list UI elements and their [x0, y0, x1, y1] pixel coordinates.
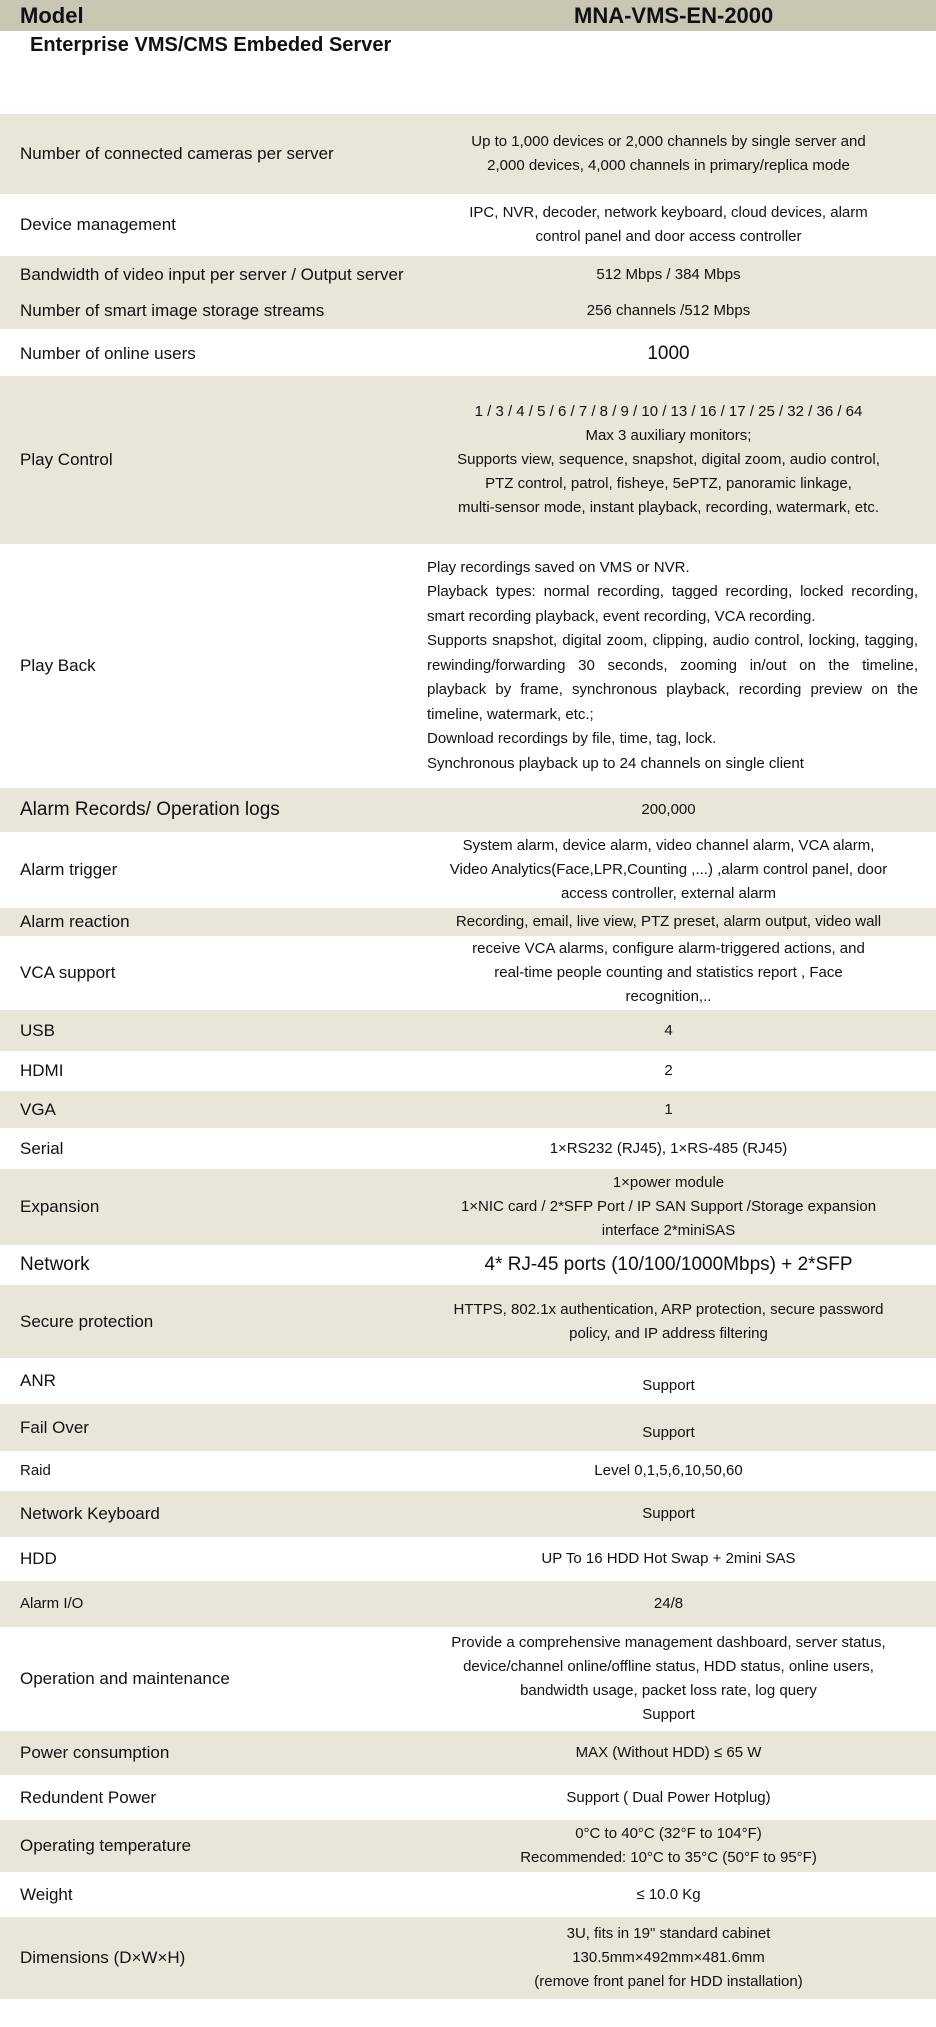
spec-value: Support [642, 1424, 695, 1441]
spec-row-vga [0, 1091, 936, 1128]
spec-label: Serial [20, 1138, 64, 1158]
spec-label: Number of connected cameras per server [20, 144, 334, 163]
spec-label: Alarm I/O [20, 1595, 84, 1612]
spec-value: Provide a comprehensive management dashboard, server status, device/channel online/offline status, HDD status, online users, bandwidth usage, packet loss rate, log query Support [451, 1634, 886, 1723]
spec-label: ANR [20, 1371, 56, 1390]
spec-value: IPC, NVR, decoder, network keyboard, cloud devices, alarm control panel and door access controller [469, 204, 868, 245]
spec-row-network [0, 1245, 936, 1285]
spec-value: Play recordings saved on VMS or NVR. Playback types: normal recording, tagged recording, locked recording, smart recording playback, event recording, VCA recording. Supports snapshot, digital zoom, clipping, audio control, locking, tagging, rewinding/forwarding 30 seconds, zooming in/out on the timeline, playback by frame, synchronous playback, recording preview on the timeline, watermark, etc.; Download recordings by file, time, tag, lock. Synchronous playback up to 24 channels on single client [427, 558, 918, 772]
spec-label: Network [20, 1254, 90, 1275]
spec-label: Weight [20, 1884, 73, 1904]
spec-row-usb [0, 1010, 936, 1051]
spec-value: ≤ 10.0 Kg [636, 1885, 701, 1903]
spec-row-expansion [0, 1169, 936, 1245]
spec-row-fail-over [0, 1404, 936, 1451]
spec-value: receive VCA alarms, configure alarm-triggered actions, and real-time people counting and statistics report , Face recognition,.. [472, 940, 865, 1005]
spec-row-online-users [0, 331, 936, 376]
product-subtitle: Enterprise VMS/CMS Embeded Server [30, 34, 392, 56]
spec-value: UP To 16 HDD Hot Swap + 2mini SAS [541, 1550, 796, 1567]
spec-value: 3U, fits in 19" standard cabinet 130.5mm×492mm×481.6mm (remove front panel for HDD installation) [534, 1925, 803, 1990]
spec-label: Play Back [20, 656, 96, 675]
spec-label: Alarm reaction [20, 912, 130, 931]
spec-label: VGA [20, 1099, 56, 1119]
spec-label: VCA support [20, 963, 116, 982]
spec-label: HDMI [20, 1061, 64, 1080]
spec-value: 4 [664, 1021, 673, 1039]
spec-value: 4* RJ-45 ports (10/100/1000Mbps) + 2*SFP [484, 1254, 853, 1275]
spec-value: 2 [664, 1062, 673, 1079]
spec-label: Redundent Power [20, 1787, 157, 1807]
spec-label: Network Keyboard [20, 1504, 160, 1523]
spec-value: 1×power module 1×NIC card / 2*SFP Port / IP SAN Support /Storage expansion interface 2*miniSAS [460, 1174, 877, 1239]
spec-row-alarm-io [0, 1581, 936, 1627]
spec-value: 200,000 [641, 801, 696, 818]
spec-value: Support [642, 1505, 695, 1522]
spec-row-anr [0, 1358, 936, 1404]
spec-row-power-consumption [0, 1731, 936, 1775]
spec-label: Fail Over [20, 1417, 89, 1437]
spec-row-secure-protection [0, 1285, 936, 1358]
spec-row-network-keyboard [0, 1491, 936, 1537]
spec-label: Number of online users [20, 343, 196, 363]
spec-row-weight [0, 1872, 936, 1917]
spec-row-serial [0, 1128, 936, 1169]
spec-row-cameras [0, 114, 936, 194]
spec-table [0, 114, 936, 1999]
spec-row-dimensions [0, 1917, 936, 1999]
spec-value: 1000 [647, 342, 690, 364]
spec-value: Recording, email, live view, PTZ preset, alarm output, video wall [455, 913, 882, 930]
spec-row-device-management [0, 194, 936, 256]
spec-label: Secure protection [20, 1311, 154, 1331]
spec-label: Number of smart image storage streams [20, 301, 325, 320]
spec-row-alarm-reaction [0, 908, 936, 936]
spec-label: Play Control [20, 450, 113, 469]
spec-row-smart-storage [0, 293, 936, 329]
spec-value: Support ( Dual Power Hotplug) [566, 1788, 771, 1806]
spec-value: 256 channels /512 Mbps [586, 302, 751, 319]
spec-row-play-control [0, 376, 936, 544]
spec-label: Operating temperature [20, 1836, 192, 1855]
spec-row-bandwidth [0, 256, 936, 293]
spec-label: Dimensions (D×W×H) [20, 1948, 186, 1967]
spec-label: Alarm trigger [20, 860, 118, 879]
spec-value: 0°C to 40°C (32°F to 104°F) Recommended: 10°C to 35°C (50°F to 95°F) [520, 1825, 817, 1866]
spec-label: Power consumption [20, 1743, 170, 1762]
spec-value: Support [642, 1377, 695, 1394]
spec-value: 1 [664, 1100, 673, 1118]
spec-row-operating-temperature [0, 1820, 936, 1872]
spec-value: 1 / 3 / 4 / 5 / 6 / 7 / 8 / 9 / 10 / 13 / 16 / 17 / 25 / 32 / 36 / 64 Max 3 auxiliary monitors; Supports view, sequence, snapshot, digital zoom, audio control, PTZ control, patrol, fisheye, 5ePTZ, panoramic linkage, multi-sensor mode, instant playback, recording, watermark, etc. [457, 403, 880, 516]
spec-value: Level 0,1,5,6,10,50,60 [594, 1462, 743, 1479]
spec-value: MAX (Without HDD) ≤ 65 W [575, 1744, 762, 1761]
spec-label: Operation and maintenance [20, 1669, 230, 1688]
model-header-band [0, 0, 936, 31]
spec-label: Alarm Records/ Operation logs [20, 799, 280, 820]
spec-row-redundant-power [0, 1775, 936, 1820]
spec-row-vca-support [0, 936, 936, 1010]
spec-label: Expansion [20, 1197, 100, 1216]
spec-row-play-back [0, 544, 936, 788]
spec-row-alarm-trigger [0, 832, 936, 908]
spec-row-alarm-records [0, 788, 936, 832]
spec-value: 1×RS232 (RJ45), 1×RS-485 (RJ45) [549, 1139, 788, 1157]
spec-value: HTTPS, 802.1x authentication, ARP protection, secure password policy, and IP address filtering [453, 1300, 884, 1342]
model-number: MNA-VMS-EN-2000 [574, 3, 774, 28]
spec-label: USB [20, 1020, 55, 1040]
spec-row-operation-maintenance [0, 1627, 936, 1731]
spec-value: System alarm, device alarm, video channel alarm, VCA alarm, Video Analytics(Face,LPR,Counting ,...) ,alarm control panel, door access controller, external alarm [449, 837, 888, 902]
spec-label: Bandwidth of video input per server / Output server [20, 264, 404, 284]
spec-label: Device management [20, 215, 176, 234]
spec-value: 512 Mbps / 384 Mbps [596, 265, 741, 283]
spec-row-hdmi [0, 1051, 936, 1091]
model-label: Model [20, 3, 84, 28]
spec-row-raid [0, 1451, 936, 1491]
spec-row-hdd [0, 1537, 936, 1581]
spec-label: HDD [20, 1549, 57, 1568]
spec-label: Raid [20, 1462, 51, 1479]
spec-value: 24/8 [653, 1595, 684, 1612]
spec-value: Up to 1,000 devices or 2,000 channels by single server and 2,000 devices, 4,000 channels in primary/replica mode [471, 133, 866, 174]
